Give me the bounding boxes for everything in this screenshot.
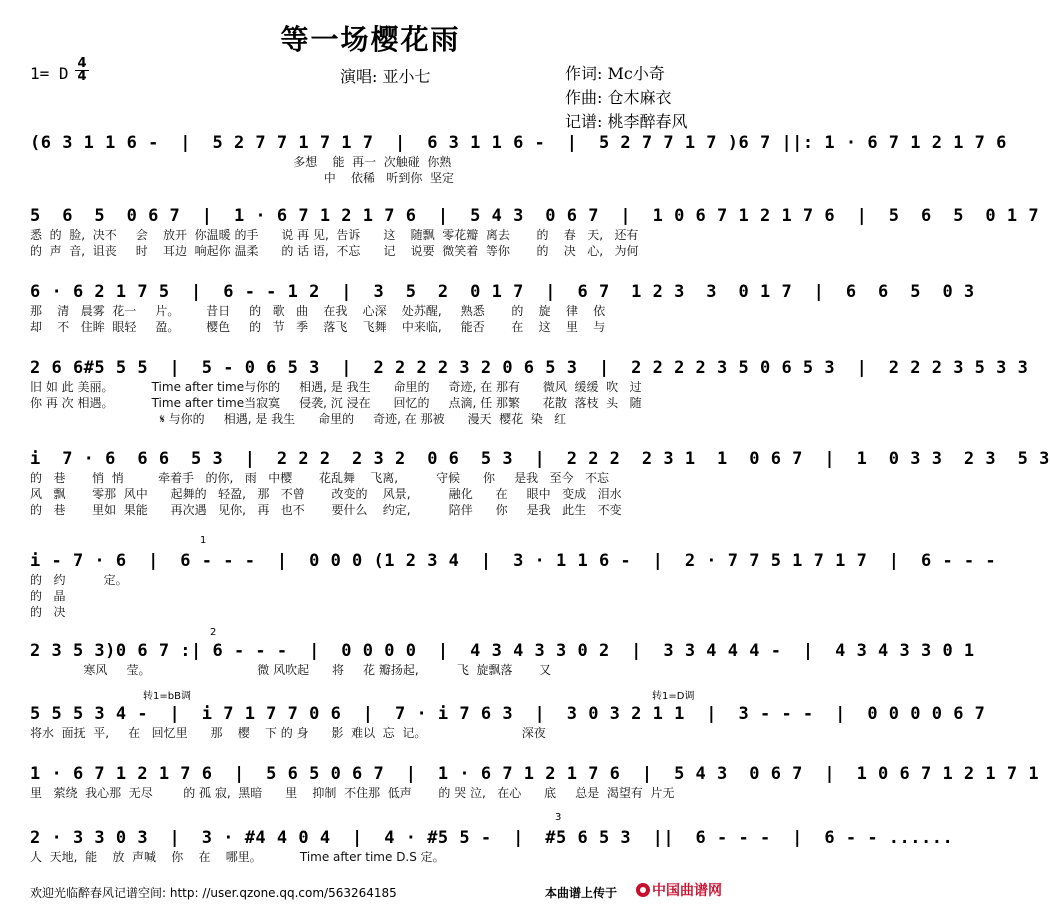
notation-line: 2 · 3 3 0 3 | 3 · #4 4 0 4 | 4 · #5 5 - | #5 6 5 3 || 6 - - - | 6 - - ......: [30, 828, 954, 848]
lyric-line: 的 约 定。: [30, 573, 128, 587]
notation-line: 2 3 5 3)0 6 7 :| 6 - - - | 0 0 0 0 | 4 3 4 3 3 0 2 | 3 3 4 4 4 - | 4 3 4 3 3 0 1: [30, 641, 975, 661]
transcriber-credit: 记谱: 桃李醉春风: [565, 112, 688, 131]
lyric-line: 寒风 莹。 微 风吹起 将 花 瓣扬起, 飞 旋飘落 又: [30, 663, 552, 677]
site-logo[interactable]: [636, 880, 722, 900]
lyric-line: 旧 如 此 美丽。 Time after time与你的 相遇, 是 我生 命里的 奇迹, 在 那有 微风 缓缓 吹 过: [30, 380, 642, 394]
lyric-line: 𝄋 与你的 相遇, 是 我生 命里的 奇迹, 在 那被 漫天 樱花 染 红: [30, 412, 567, 426]
score-system-6: [30, 550, 997, 620]
notation-line: 6 · 6 2 1 7 5 | 6 - - 1 2 | 3 5 2 0 1 7 | 6 7 1 2 3 3 0 1 7 | 6 6 5 0 3: [30, 282, 975, 302]
score-system-10: [30, 827, 954, 865]
score-system-3: [30, 281, 975, 335]
singer-credit: 演唱: 亚小七: [340, 67, 431, 86]
lyricist-credit: 作词: Mc小奇: [565, 64, 665, 83]
notation-line: 5 6 5 0 6 7 | 1 · 6 7 1 2 1 7 6 | 5 4 3 0 6 7 | 1 0 6 7 1 2 1 7 6 | 5 6 5 0 1 7: [30, 206, 1040, 226]
time-signature: [75, 58, 89, 83]
logo-text: 中国曲谱网: [652, 883, 722, 899]
score-system-5: [30, 448, 1050, 518]
lyric-line: 里 萦绕 我心那 无尽 的 孤 寂, 黑暗 里 抑制 不住那 低声 的 哭 泣, 在心 底 总是 渴望有 片无: [30, 786, 675, 800]
footer-upload-label: 本曲谱上传于: [545, 886, 618, 900]
notation-line: (6 3 1 1 6 - | 5 2 7 7 1 7 1 7 | 6 3 1 1 6 - | 5 2 7 7 1 7 )6 7 ||: 1 · 6 7 1 2 1 7 6: [30, 133, 1007, 153]
volta-mark-3: 3: [555, 812, 562, 823]
lyric-line: 的 声 音, 诅丧 时 耳边 响起你 温柔 的 话 语, 不忘 记 说要 微笑着 等你 的 决 心, 为何: [30, 244, 639, 258]
time-signature-bottom: 4: [77, 69, 87, 84]
notation-line: i 7 · 6 6 6 5 3 | 2 2 2 2 3 2 0 6 5 3 | 2 2 2 2 3 1 1 0 6 7 | 1 0 3 3 2 3 5 3: [30, 449, 1050, 469]
score-system-8: [30, 703, 986, 741]
lyric-line: 将水 面抚 平, 在 回忆里 那 樱 下 的 身 影 难以 忘 记。 深夜: [30, 726, 546, 740]
volta-mark-2: 2: [210, 627, 217, 638]
lyric-line: 悉 的 脸, 决不 会 放开 你温暖 的手 说 再 见, 告诉 这 随飘 零花瓣 离去 的 春 天, 还有: [30, 228, 639, 242]
notation-line: i - 7 · 6 | 6 - - - | 0 0 0 (1 2 3 4 | 3 · 1 1 6 - | 2 · 7 7 5 1 7 1 7 | 6 - - -: [30, 551, 997, 571]
lyric-line: 中 依稀 听到你 坚定: [30, 171, 455, 185]
lyric-line: 的 决: [30, 605, 66, 619]
notation-line: 2 6 6#5 5 5 | 5 - 0 6 5 3 | 2 2 2 2 3 2 0 6 5 3 | 2 2 2 2 3 5 0 6 5 3 | 2 2 2 3 5 3 3: [30, 358, 1029, 378]
lyric-line: 那 清 晨雾 花一 片。 昔日 的 歌 曲 在我 心深 处苏醒, 熟悉 的 旋 律 依: [30, 304, 606, 318]
lyric-line: 的 巷 悄 悄 牵着手 的你, 雨 中樱 花乱舞 飞离, 守候 你 是我 至今 不忘: [30, 471, 610, 485]
lyric-line: 风 飘 零那 风中 起舞的 轻盈, 那 不曾 改变的 风景, 融化 在 眼中 变成 泪水: [30, 487, 622, 501]
notation-line: 1 · 6 7 1 2 1 7 6 | 5 6 5 0 6 7 | 1 · 6 7 1 2 1 7 6 | 5 4 3 0 6 7 | 1 0 6 7 1 2 1 7 1: [30, 764, 1040, 784]
modulation-mark-d: 转1=D调: [652, 691, 695, 702]
score-system-1: [30, 132, 1007, 186]
lyric-line: 人 天地, 能 放 声喊 你 在 哪里。 Time after time D.S 定。: [30, 850, 445, 864]
song-title: 等一场樱花雨: [280, 23, 461, 56]
time-signature-top: 4: [75, 58, 89, 71]
score-system-2: [30, 205, 1040, 259]
lyric-line: 的 巷 里如 果能 再次遇 见你, 再 也不 要什么 约定, 陪伴 你 是我 此生 不变: [30, 503, 622, 517]
composer-credit: 作曲: 仓木麻衣: [565, 88, 672, 107]
notation-line: 5 5 5 3 4 - | i 7 1 7 7 0 6 | 7 · i 7 6 3 | 3 0 3 2 1 1 | 3 - - - | 0 0 0 0 6 7: [30, 704, 986, 724]
score-system-9: [30, 763, 1040, 801]
volta-mark-1: 1: [200, 535, 207, 546]
lyric-line: 的 晶: [30, 589, 66, 603]
footer-website-link[interactable]: 欢迎光临醉春风记谱空间: http: //user.qzone.qq.com/563264185: [30, 886, 397, 900]
logo-icon: [636, 883, 650, 897]
lyric-line: 却 不 住眸 眼轻 盈。 樱色 的 节 季 落飞 飞舞 中来临, 能否 在 这 里 与: [30, 320, 606, 334]
score-system-4: [30, 357, 1029, 427]
lyric-line: 多想 能 再一 次触碰 你熟: [30, 155, 452, 169]
lyric-line: 你 再 次 相遇。 Time after time当寂寞 侵袭, 沉 浸在 回忆的 点滴, 任 那繁 花散 落枝 头 随: [30, 396, 642, 410]
credits-block: [565, 62, 687, 134]
key-signature: 1= D: [30, 64, 69, 83]
score-system-7: [30, 640, 975, 678]
modulation-mark-bb: 转1=bB调: [143, 691, 191, 702]
